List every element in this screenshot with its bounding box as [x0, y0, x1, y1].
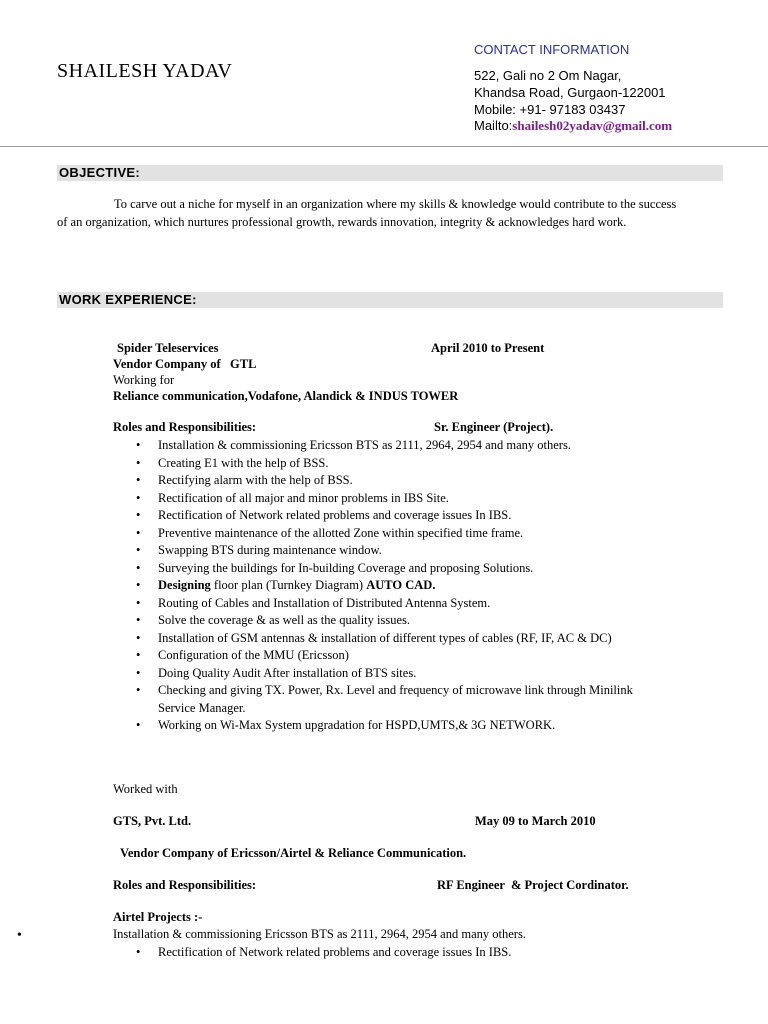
list-item: • Swapping BTS during maintenance window. — [136, 542, 646, 560]
list-item-designing — [136, 577, 646, 595]
list-item: • Routing of Cables and Installation of Distributed Antenna System. — [136, 595, 646, 613]
list-item: • Installation & commissioning Ericsson BTS as 2111, 2964, 2954 and many others. — [136, 437, 646, 455]
list-item: • Creating E1 with the help of BSS. — [136, 455, 646, 473]
list-item: • Working on Wi-Max System upgradation for HSPD,UMTS,& 3G NETWORK. — [136, 717, 646, 735]
candidate-name: SHAILESH YADAV — [57, 60, 233, 82]
designing-prefix: Designing — [158, 578, 211, 592]
job2-period: May 09 to March 2010 — [475, 814, 596, 828]
mailto-label: Mailto: — [474, 118, 513, 133]
stray-bullet: • — [17, 928, 22, 943]
list-item: • Preventive maintenance of the allotted Zone within specified time frame. — [136, 525, 646, 543]
job2-unbulleted-item: Installation & commissioning Ericsson BTS as 2111, 2964, 2954 and many others. — [113, 927, 526, 941]
list-item: • Installation of GSM antennas & installation of different types of cables (RF, IF, AC & DC) — [136, 630, 646, 648]
address-line-2: Khandsa Road, Gurgaon-122001 — [474, 85, 666, 100]
list-item: • Rectifying alarm with the help of BSS. — [136, 472, 646, 490]
header-divider — [0, 146, 768, 147]
objective-text: To carve out a niche for myself in an organization where my skills & knowledge would contribute to the success of an organization, which nurtures professional growth, rewards innovation, integrity & acknowledges hard work. — [57, 197, 677, 229]
list-item: • Rectification of Network related problems and coverage issues In IBS. — [136, 507, 646, 525]
designing-suffix: AUTO CAD. — [366, 578, 436, 592]
contact-information-heading: CONTACT INFORMATION — [474, 42, 630, 57]
job2-company: GTS, Pvt. Ltd. — [113, 814, 192, 828]
address-line-1: 522, Gali no 2 Om Nagar, — [474, 68, 622, 83]
list-item: • Solve the coverage & as well as the quality issues. — [136, 612, 646, 630]
job1-period: April 2010 to Present — [431, 341, 545, 355]
job2-responsibilities-list — [136, 944, 646, 962]
email-link[interactable]: shailesh02yadav@gmail.com — [512, 118, 673, 133]
job1-position: Sr. Engineer (Project). — [434, 420, 554, 434]
worked-with-label: Worked with — [113, 782, 178, 796]
objective-paragraph — [57, 196, 677, 231]
job1-roles-label: Roles and Responsibilities: — [113, 420, 257, 434]
list-item: • Rectification of Network related problems and coverage issues In IBS. — [136, 944, 646, 962]
list-item: • Rectification of all major and minor problems in IBS Site. — [136, 490, 646, 508]
job2-position: RF Engineer & Project Cordinator. — [437, 878, 629, 892]
list-item: • Configuration of the MMU (Ericsson) — [136, 647, 646, 665]
list-item: • Doing Quality Audit After installation of BTS sites. — [136, 665, 646, 683]
email-line — [474, 118, 672, 134]
job1-clients: Reliance communication,Vodafone, Alandick & INDUS TOWER — [113, 389, 459, 403]
job1-company: Spider Teleservices — [117, 341, 219, 355]
work-experience-heading: WORK EXPERIENCE: — [57, 292, 723, 308]
list-item: • Surveying the buildings for In-building Coverage and proposing Solutions. — [136, 560, 646, 578]
job1-responsibilities-list — [136, 437, 646, 735]
job2-projects-label: Airtel Projects :- — [113, 910, 203, 924]
designing-middle: floor plan (Turnkey Diagram) — [210, 578, 367, 592]
job1-vendor: Vendor Company of GTL — [113, 357, 257, 371]
job2-vendor: Vendor Company of Ericsson/Airtel & Reliance Communication. — [120, 846, 467, 860]
list-item: • Checking and giving TX. Power, Rx. Level and frequency of microwave link through Minilink Service Manager. — [136, 682, 646, 717]
objective-heading: OBJECTIVE: — [57, 165, 723, 181]
job2-roles-label: Roles and Responsibilities: — [113, 878, 257, 892]
job1-working-for: Working for — [113, 373, 175, 387]
mobile-number: Mobile: +91- 97183 03437 — [474, 102, 626, 117]
